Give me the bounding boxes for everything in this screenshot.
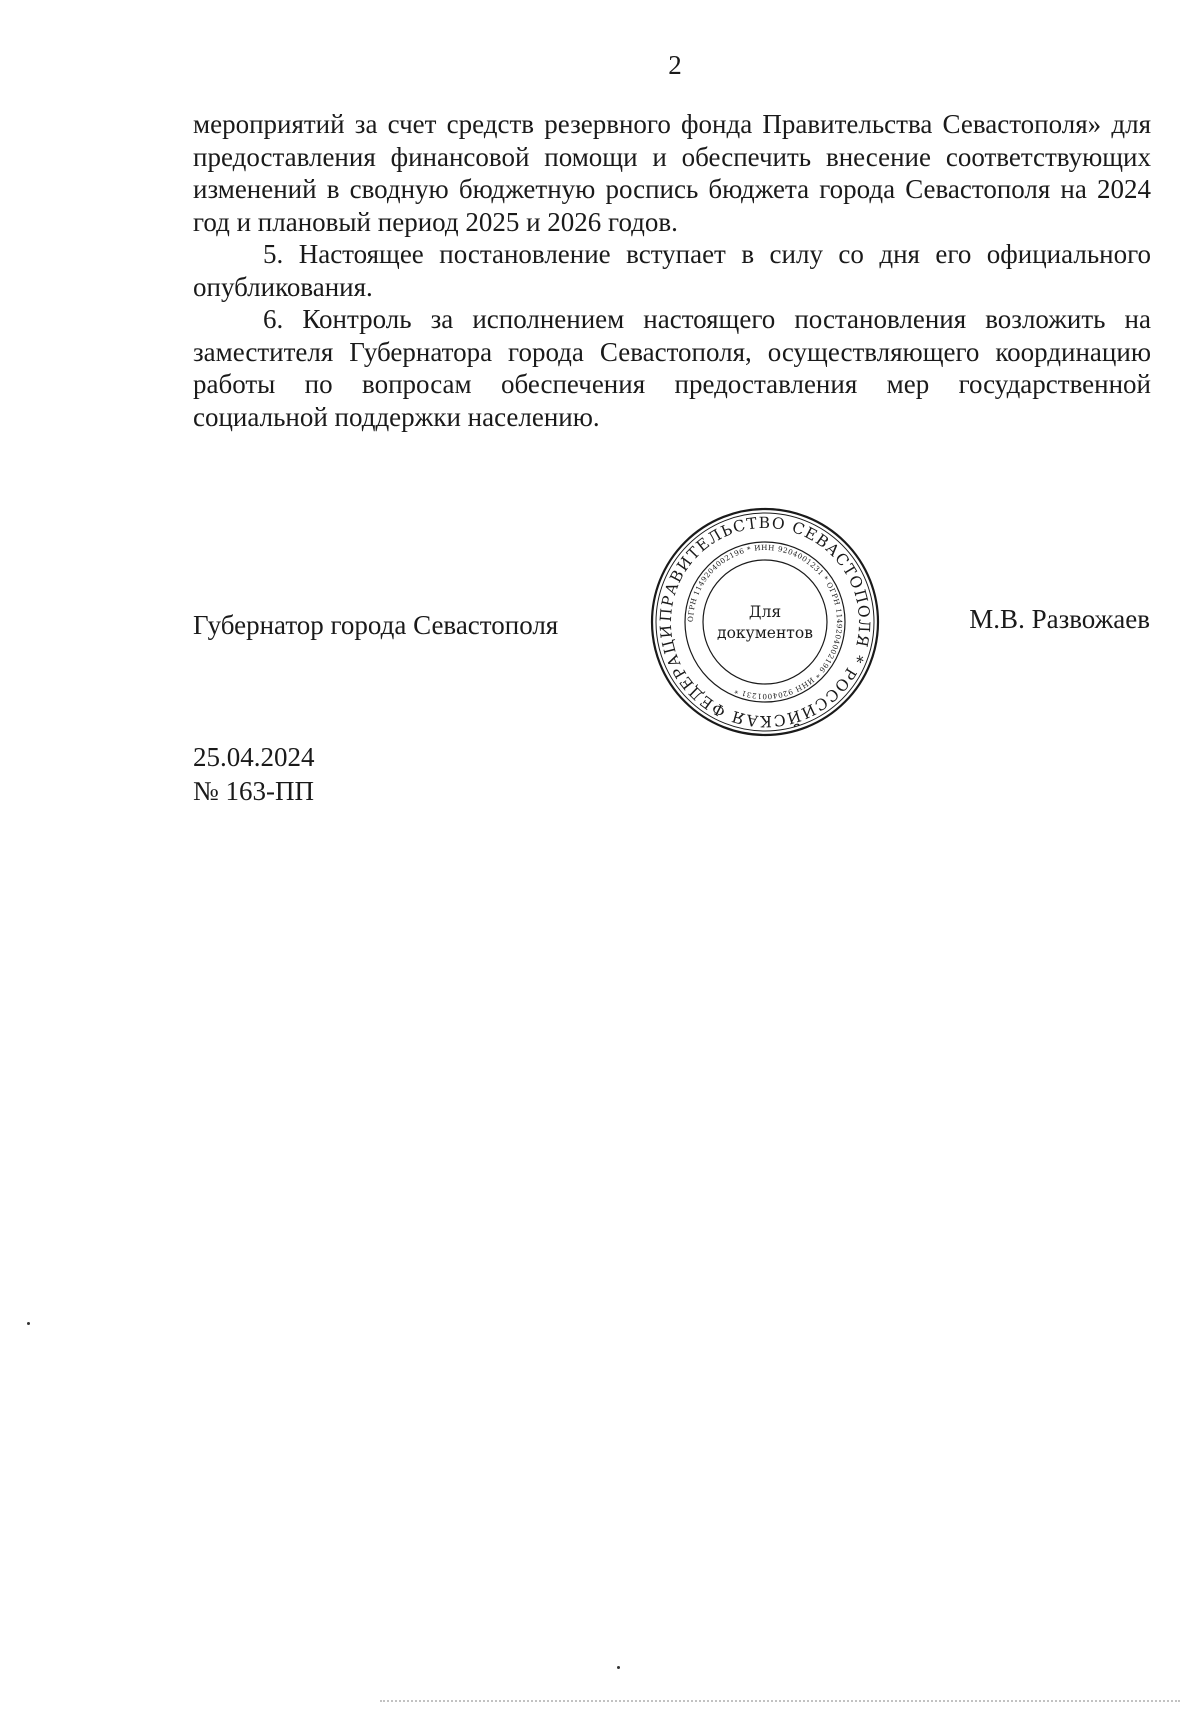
seal-inner-text: ОГРН 1149204002196 * ИНН 9204001231 * ОГРН 1149204002196 * ИНН 9204001231 * <box>685 542 845 702</box>
official-seal <box>648 505 882 739</box>
scan-speck <box>27 1322 30 1325</box>
document-date: 25.04.2024 <box>193 742 315 772</box>
seal-center-line-2: документов <box>717 624 813 642</box>
signatory-name: М.В. Развожаев <box>969 604 1150 634</box>
page-number: 2 <box>668 50 682 80</box>
document-body <box>193 108 1151 433</box>
seal-center-line-1: Для <box>748 603 782 621</box>
scan-speck <box>617 1666 620 1669</box>
paragraph-continuation: мероприятий за счет средств резервного фонда Правительства Севастополя» для предоставления финансовой помощи и обеспечить внесение соответствующих изменений в сводную бюджетную роспись бюджета города Севастополя на 2024 год и плановый период 2025 и 2026 годов. <box>193 109 1151 237</box>
seal-outer-text: ПРАВИТЕЛЬСТВО СЕВАСТОПОЛЯ * РОССИЙСКАЯ ФЕДЕРАЦИ <box>656 513 874 731</box>
seal-graphic <box>648 505 882 739</box>
paragraph-5: 5. Настоящее постановление вступает в силу со дня его официального опубликования. <box>193 239 1151 302</box>
document-number: № 163-ПП <box>193 776 314 806</box>
signatory-title: Губернатор города Севастополя <box>193 610 559 640</box>
document-registration <box>193 740 315 808</box>
scan-edge-noise <box>380 1700 1180 1706</box>
paragraph-6: 6. Контроль за исполнением настоящего постановления возложить на заместителя Губернатора города Севастополя, осуществляющего координацию работы по вопросам обеспечения предоставления мер государственной социальной поддержки населению. <box>193 304 1151 432</box>
